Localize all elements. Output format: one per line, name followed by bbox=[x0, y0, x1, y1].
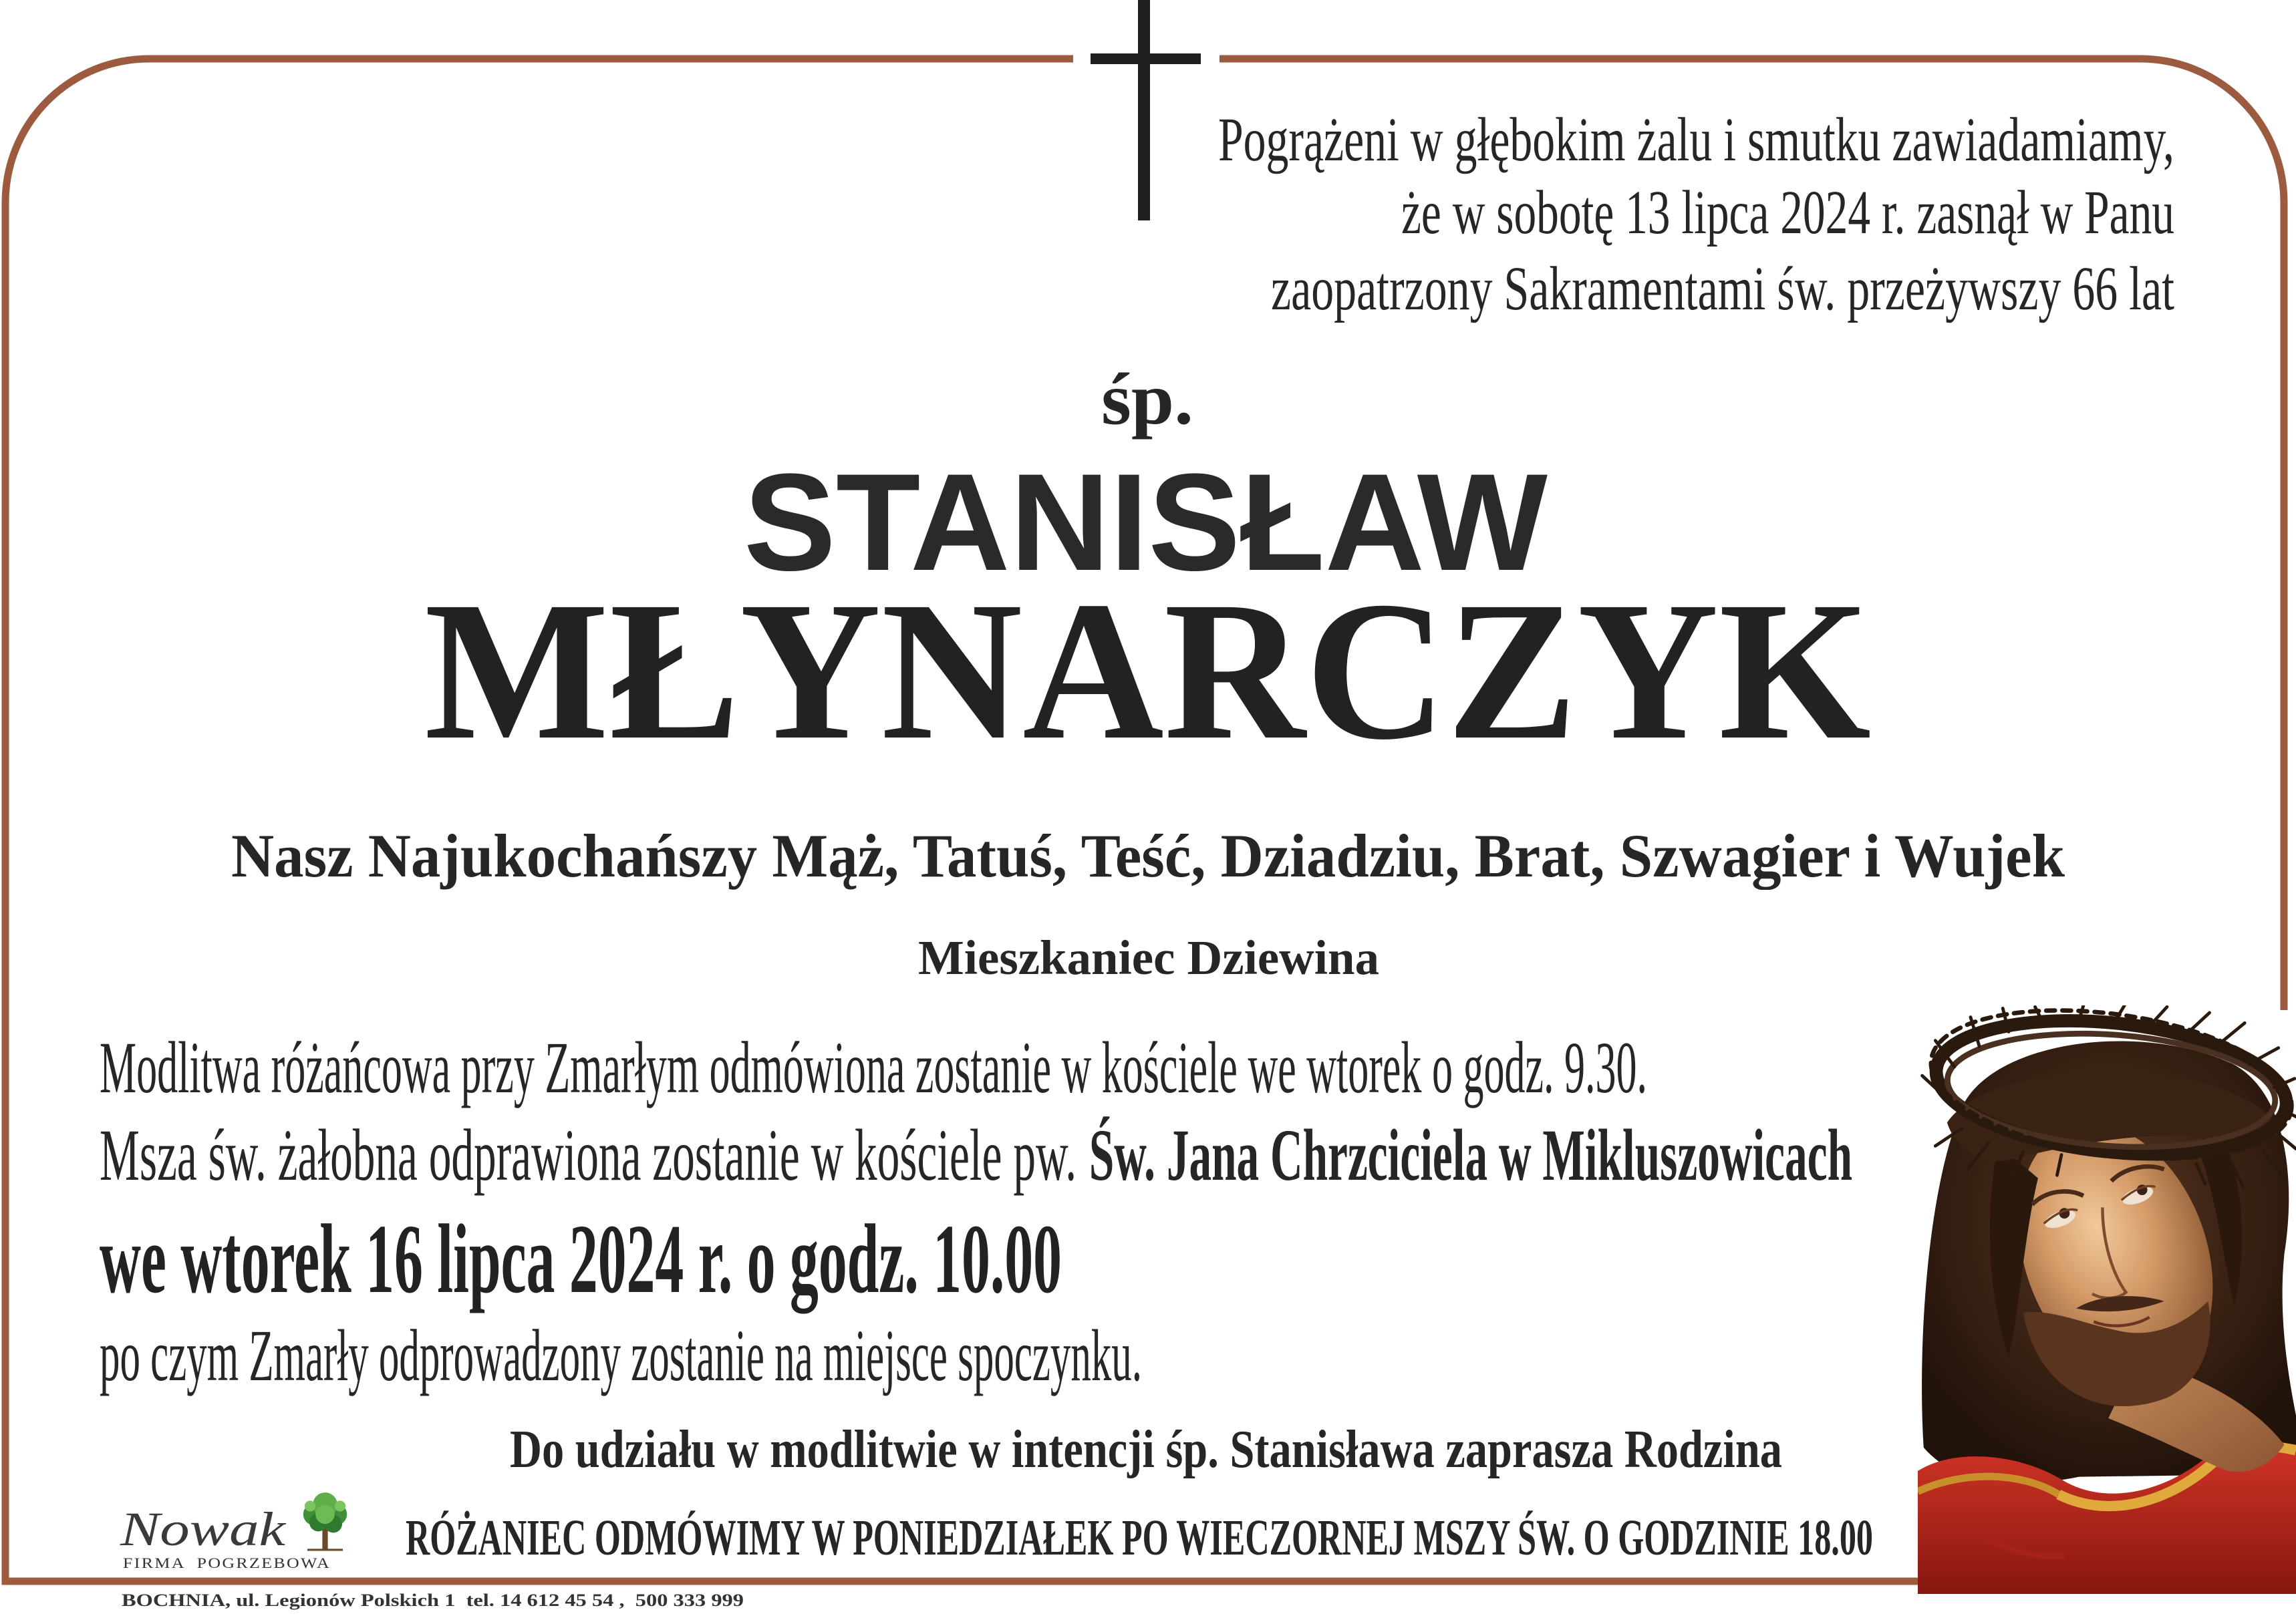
christ-portrait bbox=[1918, 1005, 2296, 1594]
mass-line bbox=[100, 1114, 1852, 1196]
mass-church: Św. Jana Chrzciciela w Mikluszowicach bbox=[1089, 1114, 1852, 1196]
tree-icon bbox=[297, 1490, 353, 1553]
rosary-announcement: RÓŻANIEC ODMÓWIMY W PONIEDZIAŁEK PO WIECZORNEJ MSZY ŚW. O GODZINIE 18.00 bbox=[406, 1510, 1873, 1566]
relations-line: Nasz Najukochańszy Mąż, Tatuś, Teść, Dziadziu, Brat, Szwagier i Wujek bbox=[231, 822, 2065, 890]
funeral-home-tagline: FIRMA POGRZEBOWA bbox=[123, 1555, 331, 1571]
residence-line: Mieszkaniec Dziewina bbox=[918, 931, 1379, 985]
rosary-prayer-line: Modlitwa różańcowa przy Zmarłym odmówiona zostanie w kościele we wtorek o godz. 9.30. bbox=[100, 1027, 1647, 1108]
intro-line-1: Pogrążeni w głębokim żalu i smutku zawiadamiamy, bbox=[1218, 106, 2174, 174]
burial-line: po czym Zmarły odprowadzony zostanie na miejsce spoczynku. bbox=[100, 1315, 1142, 1396]
first-name: STANISŁAW bbox=[744, 445, 1548, 599]
name-prefix: śp. bbox=[1101, 358, 1193, 440]
funeral-home-name: Nowak bbox=[120, 1502, 285, 1556]
intro-line-3: zaopatrzony Sakramentami św. przeżywszy 66 lat bbox=[1271, 255, 2174, 323]
mass-datetime: we wtorek 16 lipca 2024 r. o godz. 10.00 bbox=[100, 1204, 1062, 1314]
invitation-line: Do udziału w modlitwie w intencji śp. Stanisława zaprasza Rodzina bbox=[510, 1420, 1782, 1479]
mass-text: Msza św. żałobna odprawiona zostanie w kościele pw. bbox=[100, 1114, 1077, 1196]
footer-address: BOCHNIA, ul. Legionów Polskich 1 tel. 14 612 45 54 , 500 333 999 bbox=[122, 1591, 744, 1610]
intro-line-2: że w sobotę 13 lipca 2024 r. zasnął w Panu bbox=[1401, 178, 2174, 247]
last-name: MŁYNARCZYK bbox=[424, 560, 1871, 781]
cross-icon bbox=[1083, 0, 1209, 224]
